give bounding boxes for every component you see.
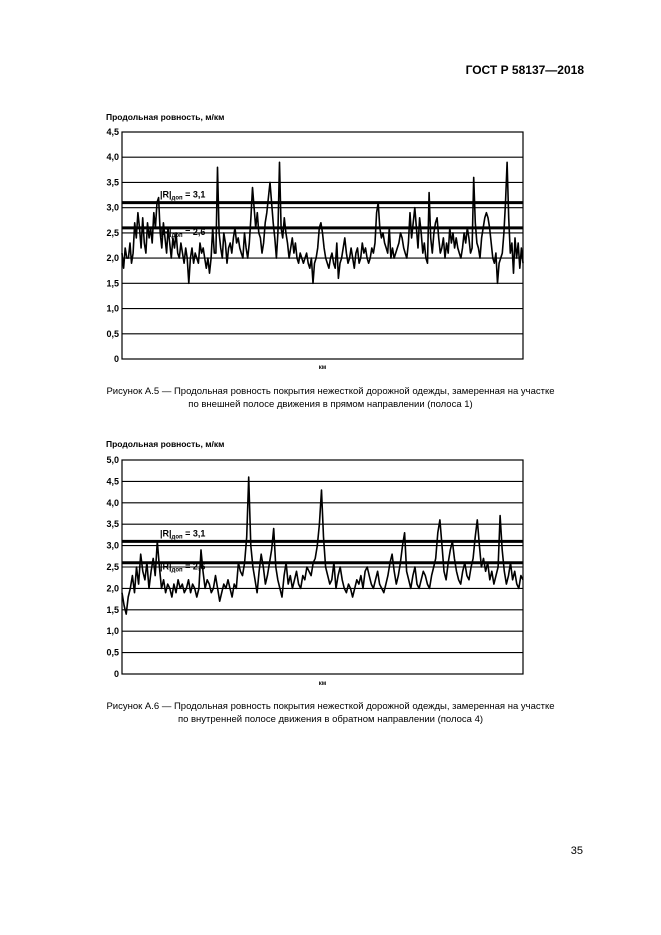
y-tick-label: 0,5	[106, 328, 119, 339]
x-axis-label: км	[318, 365, 327, 371]
figure-a6-caption	[60, 700, 601, 726]
threshold-label: $|R|_{доп} = 3,1$	[160, 528, 206, 541]
y-tick-label: 1,0	[106, 626, 119, 637]
data-series-line	[122, 162, 523, 283]
y-tick-label: 0,5	[106, 647, 119, 658]
x-axis-label: км	[318, 681, 327, 687]
y-tick-label: 3,0	[106, 202, 119, 213]
caption-a6-line1: Рисунок А.6 — Продольная ровность покрытия нежесткой дорожной одежды, замеренная на участке	[106, 701, 555, 712]
threshold-label: $|R|_{доп} = 3,1$	[160, 189, 206, 202]
y-tick-label: 2,0	[106, 253, 119, 264]
y-tick-label: 2,5	[106, 227, 119, 238]
chart-a6-svg	[0, 434, 661, 699]
y-tick-label: 4,0	[106, 152, 119, 163]
y-tick-label: 4,5	[106, 127, 119, 137]
threshold-label: $|R|_{доп} = 2,6$	[160, 561, 206, 574]
y-tick-label: 4,0	[106, 497, 119, 508]
y-tick-label: 3,0	[106, 540, 119, 551]
y-tick-label: 0	[113, 354, 119, 364]
y-tick-label: 2,0	[106, 583, 119, 594]
y-tick-label: 0	[113, 669, 119, 679]
caption-a6-line2: по внутренней полосе движения в обратном направлении (полоса 4)	[177, 714, 484, 725]
threshold-label: $|R|_{доп} = 2,6$	[160, 226, 206, 239]
y-tick-label: 2,5	[106, 562, 119, 572]
chart-title: Продольная ровность, м/км	[106, 439, 225, 449]
y-tick-label: 3,5	[106, 519, 119, 530]
y-tick-label: 3,5	[106, 177, 119, 188]
figure-a6-chart	[0, 434, 661, 699]
y-tick-label: 1,0	[106, 303, 119, 314]
y-tick-label: 1,5	[106, 604, 119, 615]
y-tick-label: 1,5	[106, 278, 119, 289]
chart-a5-svg	[0, 108, 661, 378]
figure-a5-chart	[0, 108, 661, 378]
caption-a5-line2: по внешней полосе движения в прямом направлении (полоса 1)	[188, 399, 473, 410]
figure-a5-caption	[60, 385, 601, 411]
chart-title: Продольная ровность, м/км	[106, 112, 225, 122]
caption-a5-line1: Рисунок А.5 — Продольная ровность покрытия нежесткой дорожной одежды, замеренная на участке	[106, 386, 555, 397]
page-number: 35	[570, 845, 583, 857]
document-standard-id: ГОСТ Р 58137—2018	[465, 63, 584, 77]
y-tick-label: 5,0	[106, 455, 119, 465]
y-tick-label: 4,5	[106, 476, 119, 487]
